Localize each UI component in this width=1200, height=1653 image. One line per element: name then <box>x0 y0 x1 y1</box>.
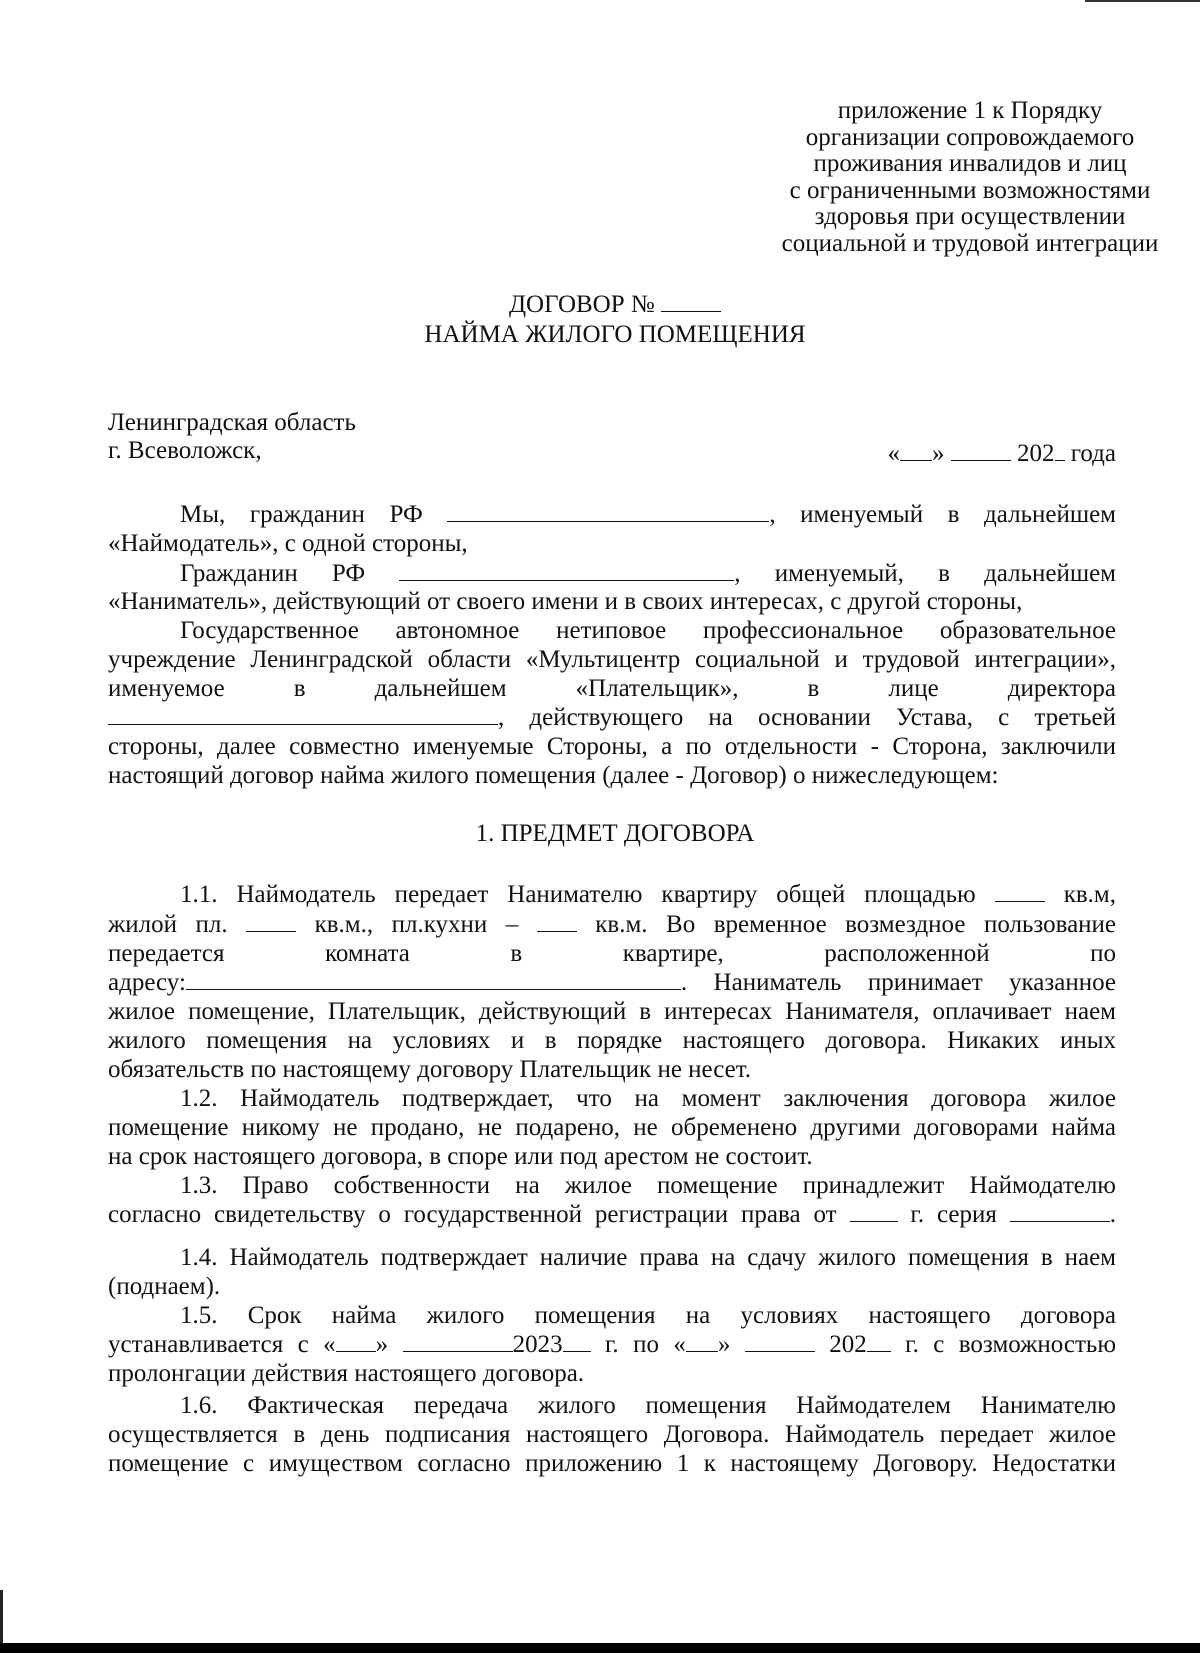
party-payer-line1: Государственное автономное нетиповое профессиональное образовательное <box>180 617 1116 644</box>
clause-1-2-line1: 1.2. Наймодатель подтверждает, что на момент заключения договора жилое <box>180 1085 1116 1112</box>
scan-artifact-top <box>1085 0 1200 2</box>
party-text: Мы, гражданин РФ <box>180 501 423 528</box>
end-year-prefix: 202 <box>829 1331 867 1358</box>
total-area-blank[interactable] <box>995 881 1045 902</box>
contract-date <box>860 440 1116 468</box>
clause-1-2-line3: на срок настоящего договора, в споре или под арестом не состоит. <box>108 1143 813 1170</box>
party-text: , именуемый в дальнейшем <box>769 501 1116 528</box>
address-blank[interactable] <box>186 969 681 990</box>
registration-series-blank[interactable] <box>1010 1201 1110 1222</box>
date-year-blank[interactable] <box>1055 440 1065 461</box>
clause-1-3-line2 <box>108 1201 1116 1229</box>
clause-1-5-line3: пролонгации действия настоящего договора. <box>108 1360 585 1387</box>
clause-text: . Наниматель принимает указанное <box>680 969 1116 996</box>
clause-1-1-line6: жилого помещения на условиях и в порядке настоящего договора. Никаких иных <box>108 1027 1116 1054</box>
section-1-title: 1. ПРЕДМЕТ ДОГОВОРА <box>475 820 755 847</box>
start-year-blank[interactable] <box>563 1331 591 1352</box>
appendix-note <box>700 98 1200 257</box>
clause-text: жилой пл. <box>108 911 228 938</box>
clause-1-4-line2: (поднаем). <box>108 1273 221 1300</box>
party-text: , именуемый, в дальнейшем <box>734 560 1116 587</box>
party-payer-line5: стороны, далее совместно именуемые Стороны, а по отдельности - Сторона, заключили <box>108 733 1116 760</box>
appendix-line: организации сопровождаемого <box>805 123 1135 151</box>
contract-number-blank[interactable] <box>661 291 721 312</box>
clause-text: 1.1. Наймодатель передает Нанимателю квартиру общей площадью <box>180 881 976 908</box>
appendix-line: здоровья при осуществлении <box>814 203 1126 230</box>
start-day-blank[interactable] <box>336 1331 376 1352</box>
clause-text: » <box>375 1331 389 1358</box>
clause-1-1-line5: жилое помещение, Плательщик, действующий в интересах Нанимателя, оплачивает наем <box>108 998 1116 1025</box>
scan-artifact-bottom <box>0 1643 1200 1653</box>
clause-1-1-line1 <box>108 881 1116 909</box>
clause-1-2-line2: помещение никому не продано, не подарено, не обременено другими договорами найма <box>108 1114 1116 1141</box>
scan-artifact-left <box>0 1590 3 1643</box>
appendix-line: социальной и трудовой интеграции <box>781 229 1159 257</box>
clause-1-1-line2 <box>108 911 1116 939</box>
contract-number-label: ДОГОВОР № <box>509 291 655 318</box>
clause-text: согласно свидетельству о государственной регистрации права от <box>108 1201 837 1228</box>
clause-text: г. серия <box>910 1201 997 1228</box>
clause-1-1-line4 <box>108 969 1116 997</box>
registration-date-blank[interactable] <box>850 1201 898 1222</box>
clause-text: кв.м., пл.кухни – <box>314 911 519 938</box>
date-year-suffix: года <box>1070 440 1116 467</box>
party-tenant-line2: «Наниматель», действующий от своего имени и в своих интересах, с другой стороны, <box>108 588 1023 615</box>
appendix-line: приложение 1 к Порядку <box>837 97 1103 124</box>
date-quote-open: « <box>887 440 901 467</box>
party-landlord-line1 <box>108 501 1116 529</box>
start-year: 2023 <box>512 1331 563 1358</box>
clause-text: г. по « <box>605 1331 686 1358</box>
contract-subtitle: НАЙМА ЖИЛОГО ПОМЕЩЕНИЯ <box>424 321 806 348</box>
party-landlord-line2: «Наймодатель», с одной стороны, <box>108 530 468 557</box>
clause-1-5-line2 <box>108 1331 1116 1359</box>
contract-title <box>0 291 1200 319</box>
clause-1-3-line1: 1.3. Право собственности на жилое помещение принадлежит Наймодателю <box>180 1172 1116 1199</box>
party-payer-line3: именуемое в дальнейшем «Плательщик», в лице директора <box>108 675 1116 702</box>
appendix-line: проживания инвалидов и лиц <box>813 150 1127 177</box>
date-quote-close: » <box>932 440 945 467</box>
clause-1-4-line1: 1.4. Наймодатель подтверждает наличие права на сдачу жилого помещения в наем <box>180 1244 1116 1271</box>
date-year-prefix: 202 <box>1017 440 1055 467</box>
living-area-blank[interactable] <box>246 911 296 932</box>
clause-text: г. с возможностью <box>905 1331 1117 1358</box>
clause-text: . <box>1109 1201 1117 1228</box>
end-month-blank[interactable] <box>745 1331 815 1352</box>
party-payer-line6: настоящий договор найма жилого помещения (далее - Договор) о нижеследующем: <box>108 762 999 789</box>
city-label: г. Всеволожск, <box>108 437 262 464</box>
clause-1-6-line2: осуществляется в день подписания настоящего Договора. Наймодатель передает жилое <box>108 1421 1116 1448</box>
appendix-line: с ограниченными возможностями <box>789 176 1151 204</box>
party-payer-line2: учреждение Ленинградской области «Мультицентр социальной и трудовой интеграции», <box>108 646 1116 673</box>
date-month-blank[interactable] <box>951 440 1011 461</box>
clause-1-1-line3: передается комната в квартире, расположенной по <box>108 940 1116 967</box>
kitchen-area-blank[interactable] <box>537 911 577 932</box>
start-month-blank[interactable] <box>403 1331 513 1352</box>
clause-text: устанавливается с « <box>108 1331 336 1358</box>
tenant-name-blank[interactable] <box>399 560 734 581</box>
landlord-name-blank[interactable] <box>447 501 769 522</box>
date-day-blank[interactable] <box>900 440 932 461</box>
clause-1-5-line1: 1.5. Срок найма жилого помещения на условиях настоящего договора <box>180 1302 1116 1329</box>
party-payer-line4 <box>108 704 1116 732</box>
party-text: , действующего на основании Устава, с третьей <box>498 704 1116 731</box>
end-day-blank[interactable] <box>686 1331 718 1352</box>
clause-1-1-line7: обязательств по настоящему договору Плательщик не несет. <box>108 1056 752 1083</box>
region-label: Ленинградская область <box>108 409 356 436</box>
clause-text: кв.м, <box>1063 881 1117 908</box>
party-tenant-line1 <box>108 560 1116 588</box>
director-name-blank[interactable] <box>108 704 498 725</box>
clause-1-6-line1: 1.6. Фактическая передача жилого помещения Наймодателем Нанимателю <box>180 1392 1116 1419</box>
clause-text: адресу: <box>108 969 186 996</box>
clause-text: кв.м. Во временное возмездное пользование <box>595 911 1117 938</box>
clause-1-6-line3: помещение с имуществом согласно приложению 1 к настоящему Договору. Недостатки <box>108 1450 1116 1477</box>
party-text: Гражданин РФ <box>180 560 366 587</box>
end-year-blank[interactable] <box>867 1331 891 1352</box>
clause-text: » <box>717 1331 731 1358</box>
